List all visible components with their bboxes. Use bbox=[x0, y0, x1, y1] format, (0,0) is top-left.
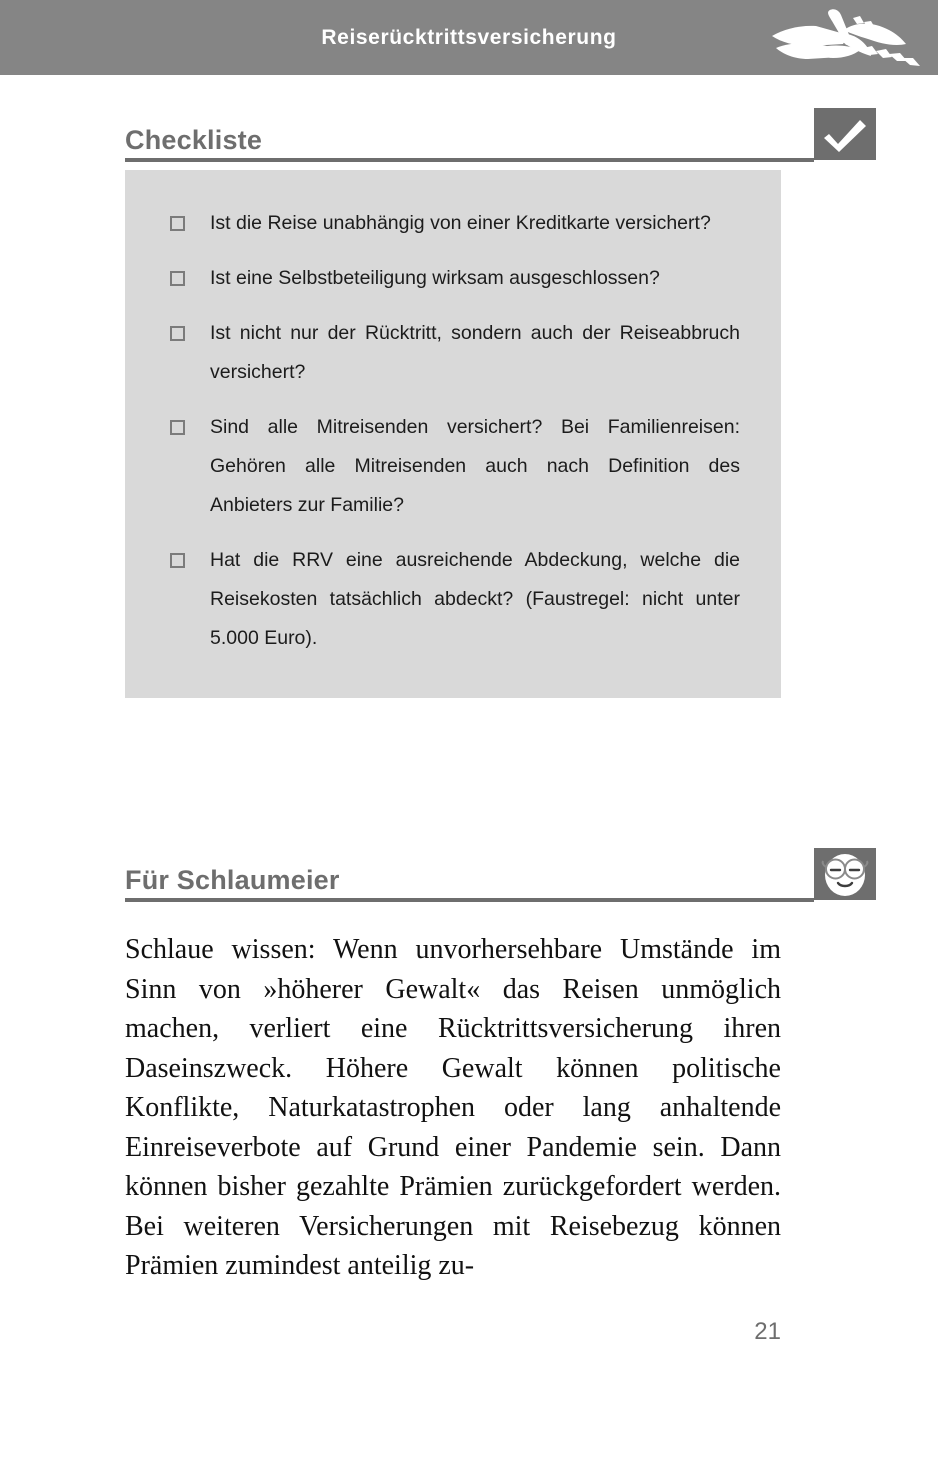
checkbox-icon[interactable] bbox=[170, 326, 185, 341]
schlaumeier-heading-rule bbox=[125, 898, 814, 902]
checklist-item-label: Ist die Reise unabhängig von einer Kreditkarte versichert? bbox=[210, 212, 711, 234]
checkliste-title: Checkliste bbox=[125, 125, 263, 155]
schlaumeier-body-text: Schlaue wissen: Wenn unvorhersehbare Umstände im Sinn von »höherer Gewalt« das Reisen unmöglich machen, verliert eine Rücktrittsversicherung ihren Daseinszweck. Höhere Gewalt können politische Konflikte, Naturkatastrophen oder lang anhaltende Einreiseverbote auf Grund einer Pandemie sein. Dann können bisher gezahlte Prämien zurückgefordert werden. Bei weiteren Versicherungen mit Reisebezug können Prämien zumindest anteilig zu- bbox=[125, 934, 781, 1281]
checkbox-icon[interactable] bbox=[170, 553, 185, 568]
checkbox-icon[interactable] bbox=[170, 271, 185, 286]
checkmark-icon bbox=[814, 108, 876, 160]
checkliste-section bbox=[125, 108, 877, 698]
checklist-item-label: Ist nicht nur der Rücktritt, sondern auch der Reiseabbruch versichert? bbox=[210, 322, 740, 383]
schlaumeier-badge bbox=[814, 848, 876, 900]
schlaumeier-section bbox=[125, 848, 877, 1286]
page-number: 21 bbox=[754, 1318, 781, 1345]
checklist-item[interactable] bbox=[125, 259, 781, 298]
schlaumeier-heading bbox=[125, 848, 877, 910]
checkbox-icon[interactable] bbox=[170, 216, 185, 231]
checklist-item[interactable] bbox=[125, 314, 781, 392]
checklist-item-label: Hat die RRV eine ausreichende Abdeckung, welche die Reisekosten tatsächlich abdeckt? (Faustregel: nicht unter 5.000 Euro). bbox=[210, 549, 740, 649]
checkliste-heading bbox=[125, 108, 877, 170]
smiley-glasses-icon bbox=[814, 848, 876, 900]
checklist-item[interactable] bbox=[125, 408, 781, 525]
page-header-title: Reiserücktrittsversicherung bbox=[321, 26, 617, 49]
checklist-item-label: Ist eine Selbstbeteiligung wirksam ausgeschlossen? bbox=[210, 267, 660, 289]
checkbox-icon[interactable] bbox=[170, 420, 185, 435]
checkliste-panel bbox=[125, 170, 781, 698]
checklist-item[interactable] bbox=[125, 204, 781, 243]
checklist-item[interactable] bbox=[125, 541, 781, 658]
page-header-bar bbox=[0, 0, 938, 75]
checkliste-list bbox=[125, 204, 781, 658]
checklist-item-label: Sind alle Mitreisenden versichert? Bei Familienreisen: Gehören alle Mitreisenden auch nach Definition des Anbieters zur Familie? bbox=[210, 416, 740, 516]
schlaumeier-title: Für Schlaumeier bbox=[125, 865, 340, 895]
airplane-icon bbox=[760, 4, 920, 72]
checkliste-badge bbox=[814, 108, 876, 160]
checkliste-heading-rule bbox=[125, 158, 814, 162]
